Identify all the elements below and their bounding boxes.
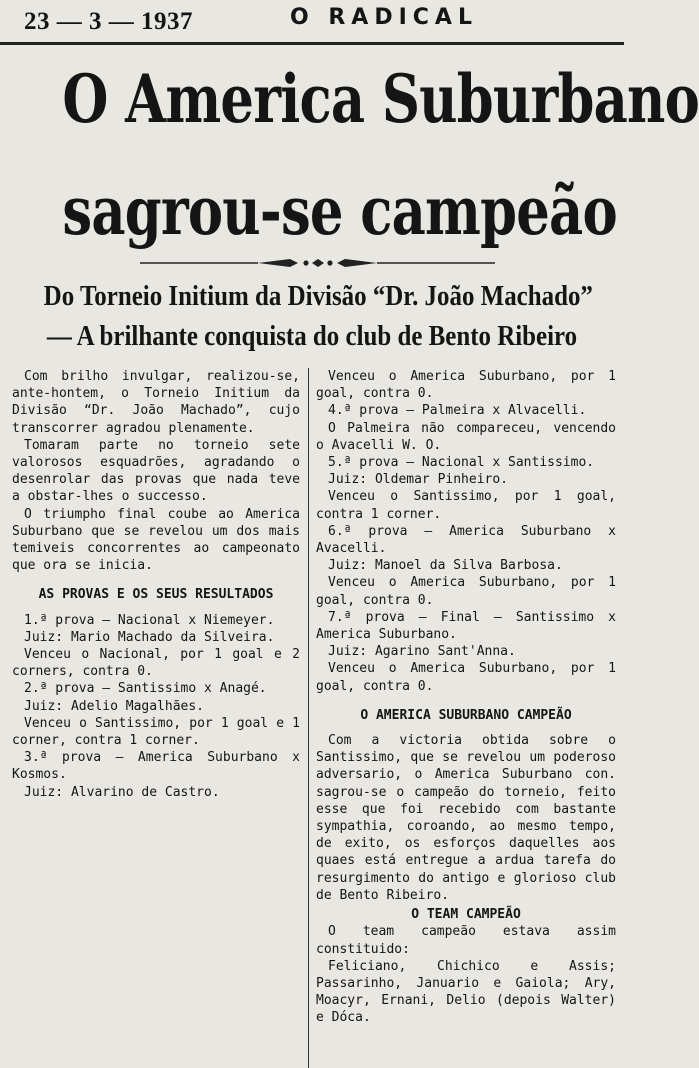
match-2-title: 2.ª prova — Santissimo x Anagé. <box>24 681 267 697</box>
paragraph-team-lineup: Feliciano, Chichico e Assis; Passarinho, Januario e Gaiola; Ary, Moacyr, Ernani, Delio (depois Walter) e Dóca. <box>316 958 616 1026</box>
column-divider <box>308 368 309 1068</box>
match-1-result: Venceu o Nacional, por 1 goal e 2 corners, contra 0. <box>12 647 300 680</box>
paragraph-triumph: O triumpho final coube ao America Suburbano que se revelou um dos mais temiveis concorrentes ao campeonato que ora se inicia. <box>12 506 300 574</box>
section-heading-team: O TEAM CAMPEÃO <box>411 907 521 923</box>
section-heading-champion: O AMERICA SUBURBANO CAMPEÃO <box>360 707 572 723</box>
masthead-rule <box>0 42 624 45</box>
match-5-title: 5.ª prova — Nacional x Santissimo. <box>328 455 595 471</box>
right-column <box>316 368 616 1027</box>
ornament-divider-icon <box>140 256 495 270</box>
subheadline-line-1: Do Torneio Initium da Divisão “Dr. João Machado” <box>43 280 593 312</box>
paragraph-champion: Com a victoria obtida sobre o Santissimo, que se revelou um poderoso adversario, o America Suburbano con. sagrou-se o campeão do torneio, feito esse que foi recebido com bastante sympathia, coroando, ao mesmo tempo, de exito, os esforços daquelles aos quaes está entregue a ardua tarefa do resurgimento do antigo e glorioso club de Bento Ribeiro. <box>316 733 616 903</box>
match-5-result: Venceu o Santissimo, por 1 goal, contra 1 corner. <box>316 489 616 522</box>
issue-date: 23 — 3 — 1937 <box>24 8 193 35</box>
section-heading-results: AS PROVAS E OS SEUS RESULTADOS <box>38 587 274 603</box>
match-6-title: 6.ª prova — America Suburbano x Avacelli. <box>316 523 616 557</box>
match-5-referee: Juiz: Oldemar Pinheiro. <box>328 472 509 488</box>
match-4-title: 4.ª prova — Palmeira x Alvacelli. <box>328 403 587 419</box>
match-3-referee: Juiz: Alvarino de Castro. <box>24 784 220 800</box>
match-3-result: Venceu o America Suburbano, por 1 goal, contra 0. <box>316 369 616 402</box>
headline-line-2: sagrou-se campeão <box>62 172 617 250</box>
newspaper-name: O RADICAL <box>290 5 478 30</box>
subheadline-line-2: — A brilhante conquista do club de Bento Ribeiro <box>46 320 578 352</box>
match-2-referee: Juiz: Adelio Magalhães. <box>24 698 205 714</box>
left-column <box>12 368 300 801</box>
match-1-title: 1.ª prova — Nacional x Niemeyer. <box>24 612 275 628</box>
match-7-referee: Juiz: Agarino Sant'Anna. <box>328 644 516 660</box>
match-6-referee: Juiz: Manoel da Silva Barbosa. <box>328 558 563 574</box>
paragraph-teams: Tomaram parte no torneio sete valorosos esquadrões, agradando o desenrolar das provas que nada teve a obstar-lhes o successo. <box>12 437 300 505</box>
match-7-title: 7.ª prova — Final — Santissimo x America Suburbano. <box>316 609 616 643</box>
match-1-referee: Juiz: Mario Machado da Silveira. <box>24 629 275 645</box>
headline-line-1: O America Suburbano <box>62 60 699 138</box>
match-7-result: Venceu o America Suburbano, por 1 goal, contra 0. <box>316 661 616 694</box>
match-3-title: 3.ª prova — America Suburbano x Kosmos. <box>12 750 300 783</box>
paragraph-team-intro: O team campeão estava assim constituido: <box>316 924 616 957</box>
match-4-result: O Palmeira não compareceu, vencendo o Avacelli W. O. <box>316 420 616 453</box>
match-6-result: Venceu o America Suburbano, por 1 goal, contra 0. <box>316 575 616 608</box>
paragraph-intro: Com brilho invulgar, realizou-se, ante-hontem, o Torneio Initium da Divisão “Dr. João Machado”, cujo transcorrer agradou plenamente. <box>12 369 300 436</box>
masthead <box>0 0 624 44</box>
match-2-result: Venceu o Santissimo, por 1 goal e 1 corner, contra 1 corner. <box>12 715 300 749</box>
